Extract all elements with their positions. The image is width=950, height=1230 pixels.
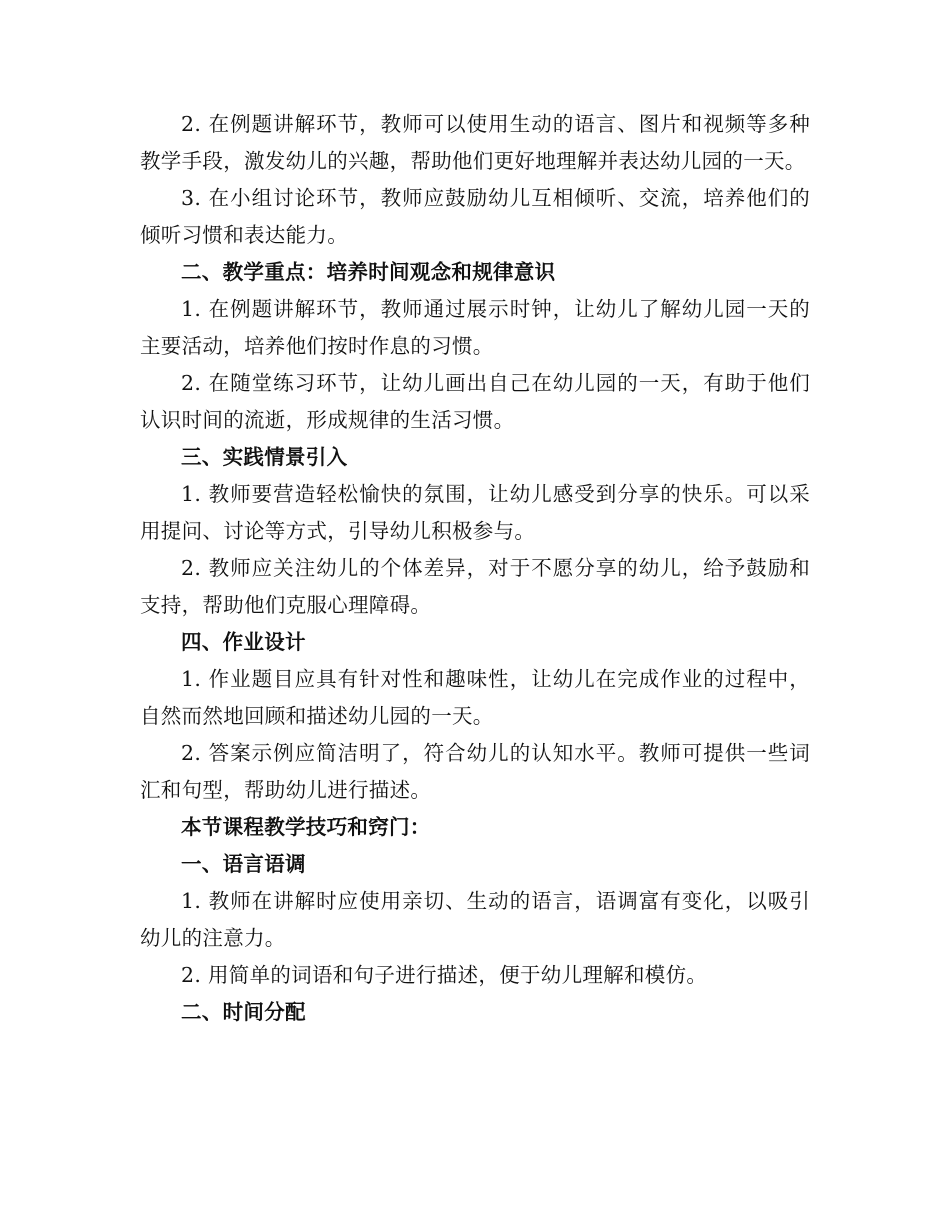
paragraph-item-3-group-discussion: 3. 在小组讨论环节，教师应鼓励幼儿互相倾听、交流，培养他们的倾听习惯和表达能力。: [140, 186, 810, 247]
section-heading-practice-scenario: 三、实践情景引入: [181, 445, 348, 469]
section-heading-time-allocation: 二、时间分配: [181, 1000, 306, 1024]
paragraph-focus-item-1: 1. 在例题讲解环节，教师通过展示时钟，让幼儿了解幼儿园一天的主要活动，培养他们按时作息的习惯。: [140, 297, 810, 358]
paragraph-homework-item-2: 2. 答案示例应简洁明了，符合幼儿的认知水平。教师可提供一些词汇和句型，帮助幼儿进行描述。: [140, 741, 810, 802]
section-heading-teaching-focus: 二、教学重点：培养时间观念和规律意识: [181, 260, 556, 284]
document-page: [140, 106, 810, 1031]
paragraph-tone-item-2: 2. 用简单的词语和句子进行描述，便于幼儿理解和模仿。: [181, 963, 708, 987]
section-heading-language-tone: 一、语言语调: [181, 852, 306, 876]
section-heading-teaching-tips: 本节课程教学技巧和窍门：: [181, 815, 431, 839]
paragraph-scenario-item-1: 1. 教师要营造轻松愉快的氛围，让幼儿感受到分享的快乐。可以采用提问、讨论等方式，引导幼儿积极参与。: [140, 482, 810, 543]
paragraph-item-2-example-explanation: 2. 在例题讲解环节，教师可以使用生动的语言、图片和视频等多种教学手段，激发幼儿的兴趣，帮助他们更好地理解并表达幼儿园的一天。: [140, 112, 810, 173]
section-heading-homework-design: 四、作业设计: [181, 630, 306, 654]
paragraph-focus-item-2: 2. 在随堂练习环节，让幼儿画出自己在幼儿园的一天，有助于他们认识时间的流逝，形成规律的生活习惯。: [140, 371, 810, 432]
paragraph-scenario-item-2: 2. 教师应关注幼儿的个体差异，对于不愿分享的幼儿，给予鼓励和支持，帮助他们克服心理障碍。: [140, 556, 810, 617]
paragraph-tone-item-1: 1. 教师在讲解时应使用亲切、生动的语言，语调富有变化，以吸引幼儿的注意力。: [140, 889, 810, 950]
paragraph-homework-item-1: 1. 作业题目应具有针对性和趣味性，让幼儿在完成作业的过程中，自然而然地回顾和描述幼儿园的一天。: [140, 667, 810, 728]
